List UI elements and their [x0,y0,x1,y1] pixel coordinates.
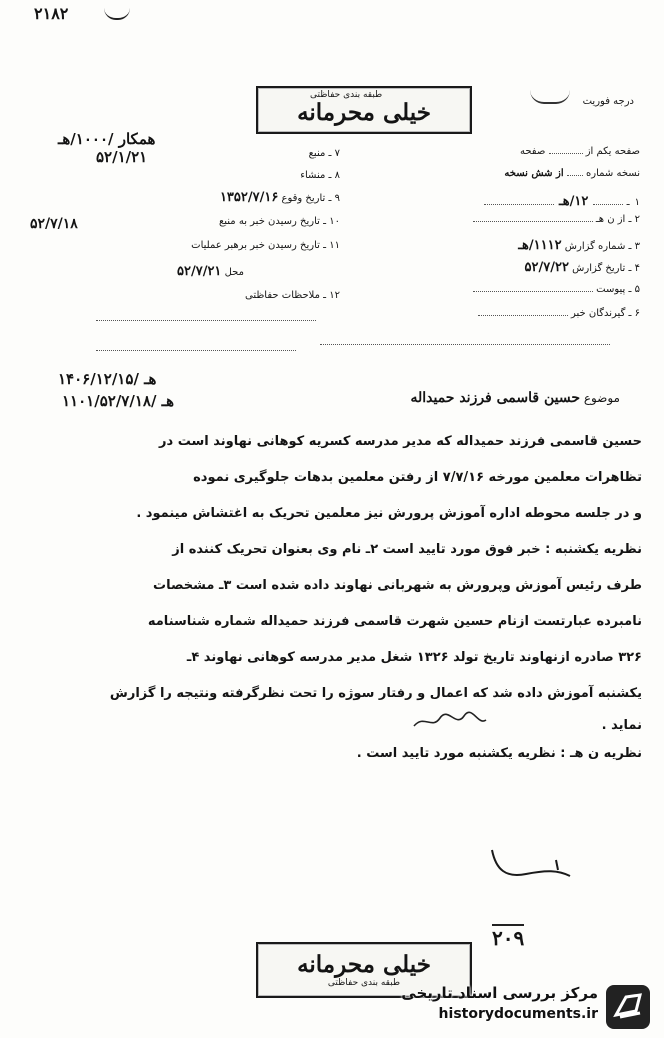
body-line-5: طرف رئیس آموزش وپرورش به شهربانی نهاوند داده شده است ۳ـ مشخصات [153,578,642,593]
field-page-value: صفحه [519,146,546,157]
field-occurrence-date-value: ۱۳۵۲/۷/۱۶ [219,190,279,205]
body-line-2: تظاهرات معلمین مورخه ۷/۷/۱۶ از رفتن معلمین بدهات جلوگیری نموده [193,470,642,485]
body-line-9: نماید . [601,718,642,733]
stamp-bottom-label: خیلی محرمانه [297,951,431,978]
watermark-logo-icon [606,985,650,1029]
field-report-date-label: تاریخ گزارش [572,263,626,274]
body-line-4: نظریه یکشنبه : خبر فوق مورد تایید است ۲ـ نام وی بعنوان تحریک کننده از [172,542,642,557]
notes-line-1 [96,320,316,321]
corner-mark [104,8,130,20]
field-2: ۲ ـ از ن هـ [473,214,640,225]
separator-line [320,344,610,345]
body-line-6: نامبرده عبارتست ازنام حسین شهرت قاسمی فرزند حمیداله شماره شناسنامه [147,614,642,629]
field-page-label: صفحه یکم از [585,146,640,157]
initials-signature [410,708,490,734]
field-recipients-label: گیرندگان خبر [570,308,626,319]
left-fields-column [30,120,340,340]
field-report-number-value: ۱۱۱۲/هـ [518,238,562,253]
field-security-notes: ۱۲ ـ ملاحظات حفاظتی [245,290,340,301]
field-attachment-label: پیوست [596,284,626,295]
stamp-top-label: خیلی محرمانه [297,99,431,126]
corner-number: ۲۱۸۲ [34,4,69,23]
field-location-label: محل [224,267,244,278]
stamp-bottom-sublabel: طبقه بندی حفاظتی [327,978,401,988]
watermark-line-1: مرکز بررسی اسناد تاریخی [401,984,598,1002]
field-1: ۱ ـ ۱۲/هـ [484,190,640,209]
reference-number-2: ۱۱۰۱/هـ /۵۲/۷/۱۸ [62,392,174,410]
field-2-label: از ن هـ [595,214,626,225]
field-report-number: ۳ ـ شماره گزارش ۱۱۱۲/هـ [518,238,640,253]
news-to-source-value: ۵۲/۷/۱۸ [30,216,78,232]
origin-value: ۵۲/۱/۲۱ [96,148,148,166]
field-recipients: ۶ ـ گیرندگان خبر [478,308,640,319]
subject-text: حسین قاسمی فرزند حمیداله [410,390,580,406]
reference-number-1: ۱۴۰۶/هـ /۱۲/۱۵ [58,370,157,388]
field-copy [504,168,640,179]
field-security-notes-label: ملاحظات حفاظتی [245,290,320,301]
subject-label: موضوع [583,391,620,405]
field-news-to-source: ۱۰ ـ تاریخ رسیدن خبر به منبع [218,216,340,227]
field-occurrence-date: ۹ ـ تاریخ وقوع ۱۳۵۲/۷/۱۶ [219,190,340,205]
field-news-to-source-label: تاریخ رسیدن خبر به منبع [218,216,320,227]
body-line-1: حسین قاسمی فرزند حمیداله که مدیر مدرسه کسریه کوهانی نهاوند است در [159,434,642,449]
body-line-7: ۳۲۶ صادره ازنهاوند تاریخ تولد ۱۳۲۶ شغل مدیر مدرسه کوهانی نهاوند ۴ـ [186,650,642,665]
body-line-3: و در جلسه محوطه اداره آموزش پرورش نیز معلمین تحریک به اغتشاش مینمود . [136,506,642,521]
field-1-value: ۱۲/هـ [558,194,589,209]
field-news-to-leader: ۱۱ ـ تاریخ رسیدن خبر برهبر عملیات [191,240,340,251]
field-source-label: منبع [308,148,326,159]
page-number: ۲۰۹ [492,926,525,950]
field-report-date: ۴ ـ تاریخ گزارش ۵۲/۷/۲۲ [524,260,640,275]
field-copy-value: از شش نسخه [504,168,564,179]
field-news-to-leader-label: تاریخ رسیدن خبر برهبر عملیات [191,240,320,251]
field-location-value: ۵۲/۷/۲۱ [177,264,222,279]
stamp-top-sublabel: طبقه بندی حفاظتی [310,90,383,100]
field-attachment: ۵ ـ پیوست [473,284,640,295]
urgency-label: درجه فوریت [582,96,634,107]
field-origin: ۸ ـ منشاء [300,170,340,181]
field-page [520,146,640,157]
watermark-line-2: historydocuments.ir [438,1006,598,1022]
field-source: ۷ ـ منبع [308,148,340,159]
field-occurrence-date-label: تاریخ وقوع [281,193,326,204]
field-report-date-value: ۵۲/۷/۲۲ [524,260,569,275]
field-location [177,264,244,279]
subject-line [410,390,620,406]
field-origin-label: منشاء [300,170,326,181]
watermark [380,980,656,1034]
opinion-line: نظریه ن هـ : نظریه یکشنبه مورد تایید است . [356,746,642,761]
field-report-number-label: شماره گزارش [564,241,626,252]
source-value: همکار /۱۰۰۰/هـ [58,130,156,148]
urgency-scribble [530,90,570,104]
notes-line-2 [96,350,296,351]
signature [486,840,576,890]
body-line-8: یکشنبه آموزش داده شد که اعمال و رفتار سوژه را تحت نظرگرفته ونتیجه را گزارش [109,686,642,701]
field-copy-label: نسخه شماره [586,168,640,179]
